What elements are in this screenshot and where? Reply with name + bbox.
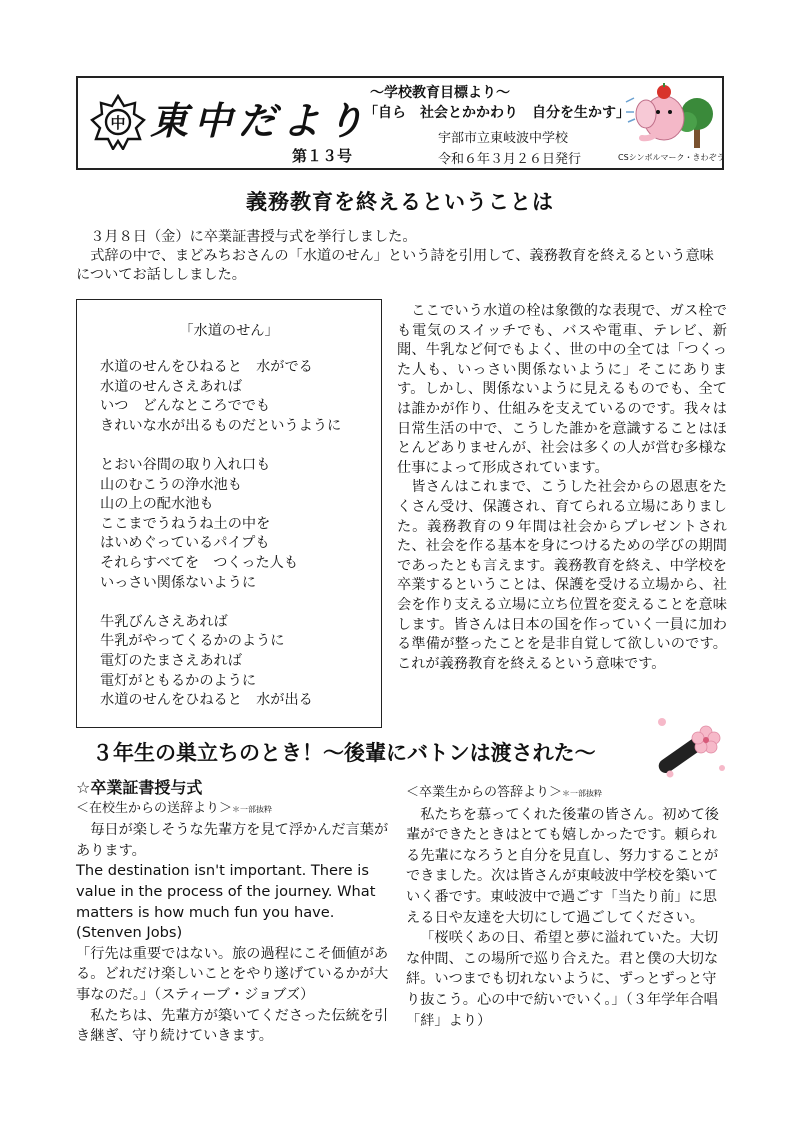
poem-line: 水道のせんさえあれば bbox=[100, 378, 242, 395]
intro-line-2: 式辞の中で、まどみちおさんの「水道のせん」という詩を引用して、義務教育を終えるという意味についてお話ししました。 bbox=[76, 248, 714, 283]
poem-line: いつ どんなところででも bbox=[100, 398, 271, 415]
section1-heading: 義務教育を終えるということは bbox=[246, 190, 554, 214]
poem-line: はいめぐっているパイプも bbox=[100, 535, 270, 552]
poem-line: 山のむこうの浄水池も bbox=[100, 476, 242, 493]
poem-line: きれいな水が出るものだというように bbox=[100, 417, 342, 434]
poem-line: いっさい関係ないように bbox=[100, 574, 257, 591]
reply-source bbox=[406, 783, 728, 805]
poem-title: 「水道のせん」 bbox=[179, 323, 279, 339]
poem-stanza bbox=[100, 613, 380, 711]
poem-line: 水道のせんをひねると 水がでる bbox=[100, 359, 313, 375]
newsletter-title: 東中だより bbox=[150, 98, 371, 143]
poem-line: ここまでうねうね土の中を bbox=[100, 515, 271, 532]
poem-line: 電灯のたまさえあれば bbox=[100, 652, 242, 669]
explanation-column bbox=[397, 302, 727, 674]
school-name: 宇部市立東岐波中学校 bbox=[438, 131, 569, 146]
farewell-from-students bbox=[76, 778, 394, 1047]
reply-paragraph-2: 「桜咲くあの日、希望と夢に溢れていた。大切な仲間、この場所で巡り合えた。君と僕の大切な絆。いつまでも切れないように、ずっとずっと守り抜こう。心の中で紡いでいく。」（３年学年合唱「絆」より） bbox=[406, 930, 719, 1029]
jobs-quote-translation: 「行先は重要ではない。旅の過程にこそ価値がある。どれだけ楽しいことをやり遂げているかが大事なのだ。」（スティーブ・ジョブズ） bbox=[76, 945, 389, 1003]
farewell-source-label: ＜在校生からの送辞より＞ bbox=[76, 800, 233, 816]
poem-stanza bbox=[100, 358, 380, 436]
poem-line: 水道のせんをひねると 水が出る bbox=[100, 692, 313, 709]
poem-line: とおい谷間の取り入れ口も bbox=[100, 456, 271, 473]
issue-number: 第１３号 bbox=[292, 147, 353, 165]
svg-text:中: 中 bbox=[110, 114, 126, 132]
ceremony-subheading: ☆卒業証書授与式 bbox=[76, 778, 203, 797]
mascot-caption: CSシンボルマーク・きわぞう bbox=[618, 153, 725, 162]
explanation-paragraph-2: 皆さんはこれまで、こうした社会からの恩恵をたくさん受け、保護され、育てられる立場にありました。義務教育の９年間は社会からプレゼントされた、社会を作る基本を身につけるための学びの期間であったとも言えます。義務教育を終え、中学校を卒業するということは、保護を受ける立場から、社会を作り支える立場に立ち位置を変えることを意味します。皆さんは日本の国を作っていく一員に加わる準備が整ったことを是非自覚して欲しいのです。これが義務教育を終えるという意味です。 bbox=[397, 479, 727, 672]
explanation-paragraph-1: ここでいう水道の栓は象徴的な表現で、ガス栓でも電気のスイッチでも、バスや電車、テレビ、新聞、牛乳など何でもよく、世の中の全ては「つくった人も、いっさい関係ないように」そこにあります。しかし、関係ないように見えるものでも、全ては誰かが作り、仕組みを支えているのです。我々は日常生活の中で、こうした誰かを意識することはほとんどありませんが、社会は多くの人が営む多様な仕事によって形成されています。 bbox=[397, 303, 727, 476]
poem-line: 牛乳びんさえあれば bbox=[100, 613, 228, 630]
farewell-paragraph-2: 私たちは、先輩方が築いてくださった伝統を引き継ぎ、守り続けていきます。 bbox=[76, 1007, 389, 1045]
mascot-elephant-icon bbox=[624, 82, 720, 152]
intro-line-1: ３月８日（金）に卒業証書授与式を挙行しました。 bbox=[76, 229, 417, 245]
poem-line: 山の上の配水池も bbox=[100, 496, 214, 513]
poem bbox=[100, 358, 380, 711]
goal-heading: ～学校教育目標より～ bbox=[370, 85, 510, 101]
cherry-blossom-diploma-icon bbox=[640, 712, 728, 784]
farewell-paragraph-1: 毎日が楽しそうな先輩方を見て浮かんだ言葉があります。 bbox=[76, 822, 389, 859]
reply-source-note: ＊一部抜粋 bbox=[562, 789, 603, 798]
reply-paragraph-1: 私たちを慕ってくれた後輩の皆さん。初めて後輩ができたときはとても嬉しかったです。頼られる先輩になろうと自分を見直し、努力することができました。次は皆さんが東岐波中学校を築いていく番です。東岐波中で過ごす「当たり前」に思える日や友達を大切にして過ごしてください。 bbox=[406, 806, 719, 926]
poem-line: それらすべてを つくった人も bbox=[100, 554, 299, 571]
reply-source-label: ＜卒業生からの答辞より＞ bbox=[406, 785, 563, 800]
intro-text bbox=[76, 228, 726, 285]
issue-date: 令和６年３月２６日発行 bbox=[438, 152, 582, 167]
farewell-source-note: ＊一部抜粋 bbox=[232, 804, 273, 814]
poem-stanza bbox=[100, 456, 380, 593]
farewell-source bbox=[76, 799, 394, 821]
jobs-quote-english: The destination isn't important. There is value in the process of the journey. What matters is how much fun you have. (Stenven Jobs) bbox=[76, 862, 376, 942]
reply-from-graduates bbox=[406, 783, 728, 1031]
poem-line: 牛乳がやってくるかのように bbox=[100, 633, 285, 650]
poem-line: 電灯がともるかのように bbox=[100, 672, 257, 689]
school-emblem-icon bbox=[90, 94, 146, 150]
goal-text: 「自ら 社会とかかわり 自分を生かす」 bbox=[364, 105, 630, 121]
section2-heading: ３年生の巣立ちのとき！～後輩にバトンは渡された～ bbox=[92, 741, 596, 765]
